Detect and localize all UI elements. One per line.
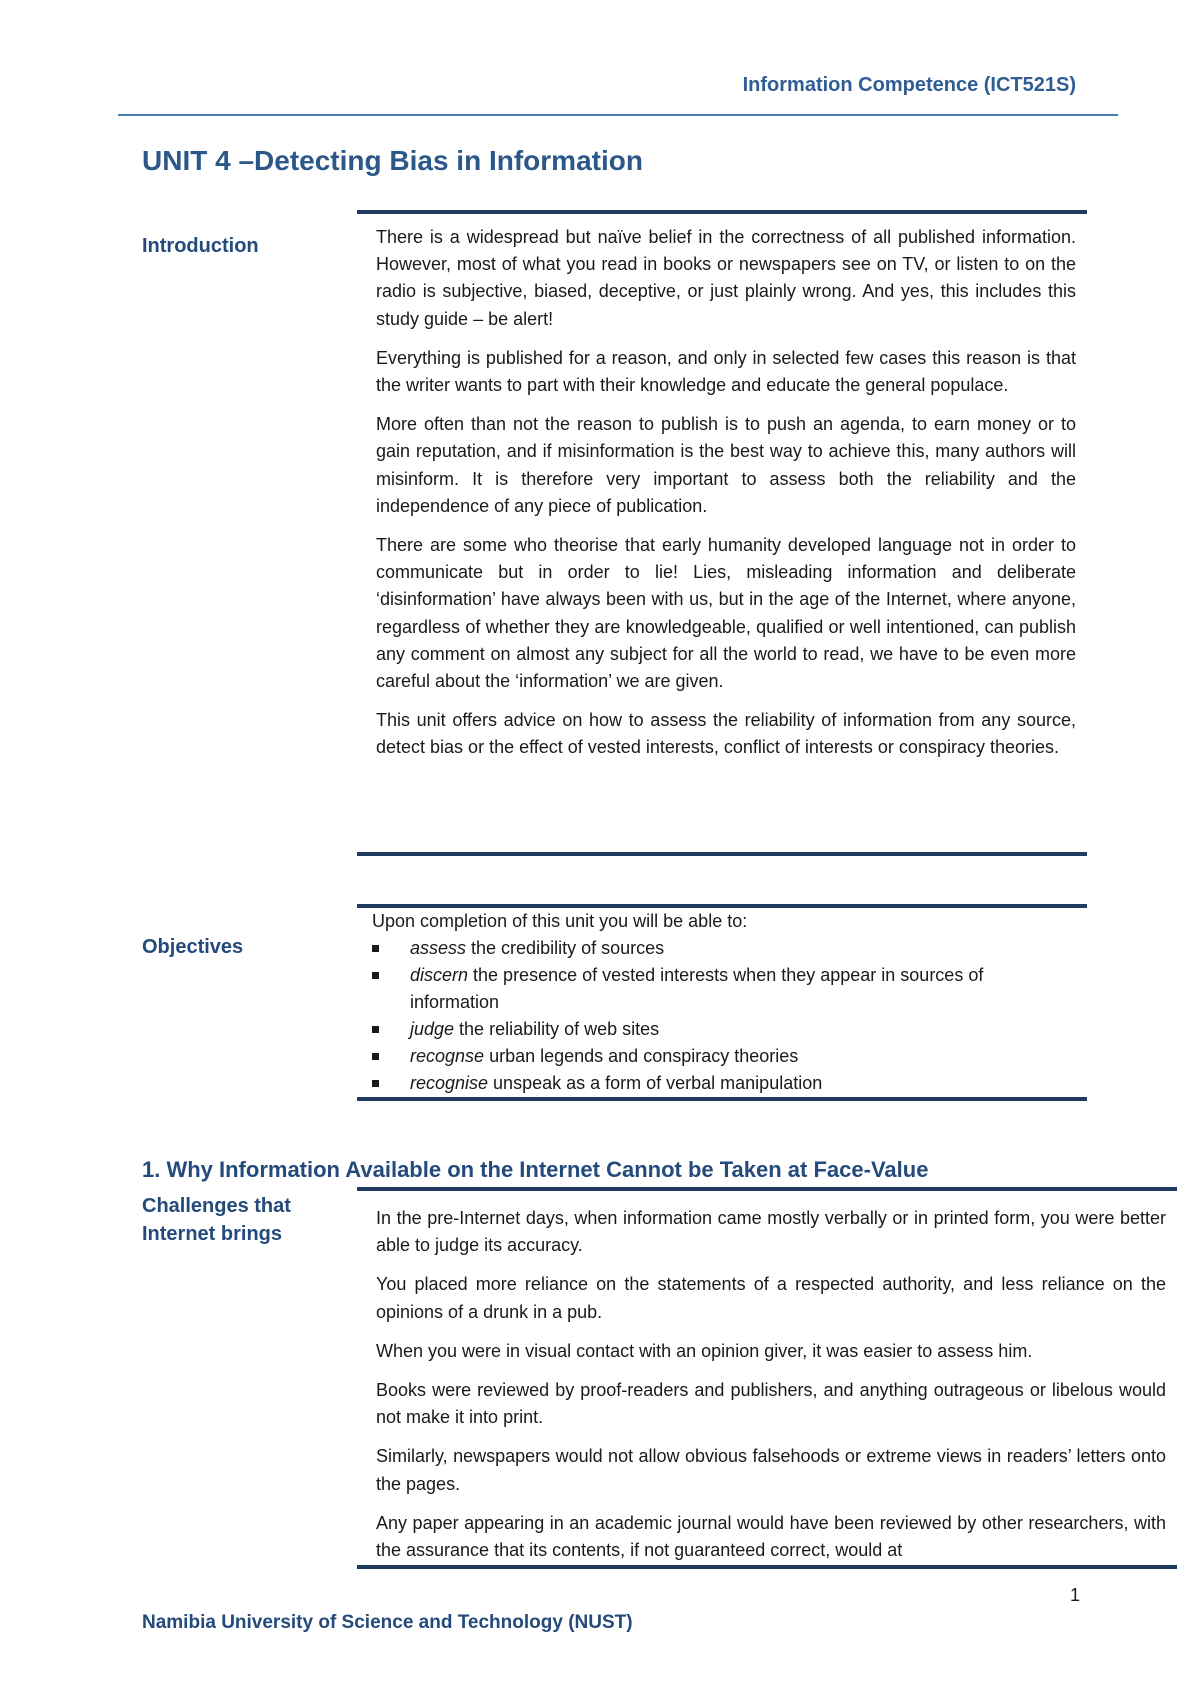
header-rule — [118, 114, 1118, 116]
introduction-paragraph: There are some who theorise that early humanity developed language not in order to communicate but in order to lie! Lies, misleading information and deliberate ‘disinformation’ have always been with us, but in the age of the Internet, where anyone, regardless of whether they are knowledgeable, qualified or well intentioned, can publish any comment on almost any subject for all the world to read, we have to be even more careful about the ‘information’ we are given. — [376, 535, 1076, 692]
introduction-paragraph: Everything is published for a reason, and only in selected few cases this reason is that the writer wants to part with their knowledge and educate the general populace. — [376, 347, 1076, 396]
page-number: 1 — [1070, 1585, 1081, 1605]
course-title: Information Competence (ICT521S) — [742, 74, 1076, 96]
objectives-bottom-rule — [357, 1097, 1087, 1101]
objectives-list — [372, 908, 1072, 1097]
bullet-icon — [372, 945, 379, 952]
section-paragraph: In the pre-Internet days, when information came mostly verbally or in printed form, you were better able to judge its accuracy. — [376, 1208, 1166, 1256]
objective-item: assess the credibility of sources — [372, 935, 1072, 962]
section-bottom-rule — [357, 1565, 1177, 1569]
section-paragraph: Books were reviewed by proof-readers and publishers, and anything outrageous or libelous would not make it into print. — [376, 1380, 1166, 1428]
introduction-text — [376, 224, 1076, 774]
introduction-paragraph: More often than not the reason to publish is to push an agenda, to earn money or to gain reputation, and if misinformation is the best way to achieve this, many authors will misinform. It is therefore very important to assess both the reliability and the independence of any piece of publication. — [376, 414, 1076, 516]
introduction-bottom-rule — [357, 852, 1087, 856]
section-top-rule — [357, 1187, 1177, 1191]
section-paragraph: When you were in visual contact with an opinion giver, it was easier to assess him. — [376, 1340, 1033, 1361]
section-text — [376, 1205, 1166, 1576]
bullet-icon — [372, 1026, 379, 1033]
bullet-icon — [372, 1080, 379, 1087]
introduction-label: Introduction — [142, 235, 259, 257]
footer-organization: Namibia University of Science and Technology (NUST) — [142, 1612, 633, 1633]
introduction-paragraph: There is a widespread but naïve belief in the correctness of all published information. However, most of what you read in books or newspapers see on TV, or listen to on the radio is subjective, biased, deceptive, or just plainly wrong. And yes, this includes this study guide – be alert! — [376, 227, 1076, 329]
introduction-paragraph: This unit offers advice on how to assess the reliability of information from any source, detect bias or the effect of vested interests, conflict of interests or conspiracy theories. — [376, 710, 1076, 758]
objectives-label: Objectives — [142, 936, 244, 958]
objective-item: recognise unspeak as a form of verbal manipulation — [372, 1070, 1072, 1097]
bullet-icon — [372, 972, 379, 979]
section-paragraph: You placed more reliance on the statements of a respected authority, and less reliance on the opinions of a drunk in a pub. — [376, 1274, 1166, 1322]
objective-item: recognse urban legends and conspiracy theories — [372, 1043, 1072, 1070]
objectives-lead: Upon completion of this unit you will be able to: — [372, 911, 748, 931]
section-paragraph: Similarly, newspapers would not allow obvious falsehoods or extreme views in readers’ letters onto the pages. — [376, 1446, 1166, 1494]
section-title: 1. Why Information Available on the Internet Cannot be Taken at Face-Value — [142, 1157, 929, 1182]
introduction-top-rule — [357, 210, 1087, 214]
objective-item: judge the reliability of web sites — [372, 1016, 1072, 1043]
unit-title: UNIT 4 –Detecting Bias in Information — [142, 145, 643, 176]
bullet-icon — [372, 1053, 379, 1060]
section-paragraph: Any paper appearing in an academic journal would have been reviewed by other researchers, with the assurance that its contents, if not guaranteed correct, would at — [376, 1512, 1166, 1561]
section-side-label: Challenges that Internet brings — [142, 1195, 291, 1245]
objective-item: discern the presence of vested interests when they appear in sources of information — [372, 962, 1072, 1016]
